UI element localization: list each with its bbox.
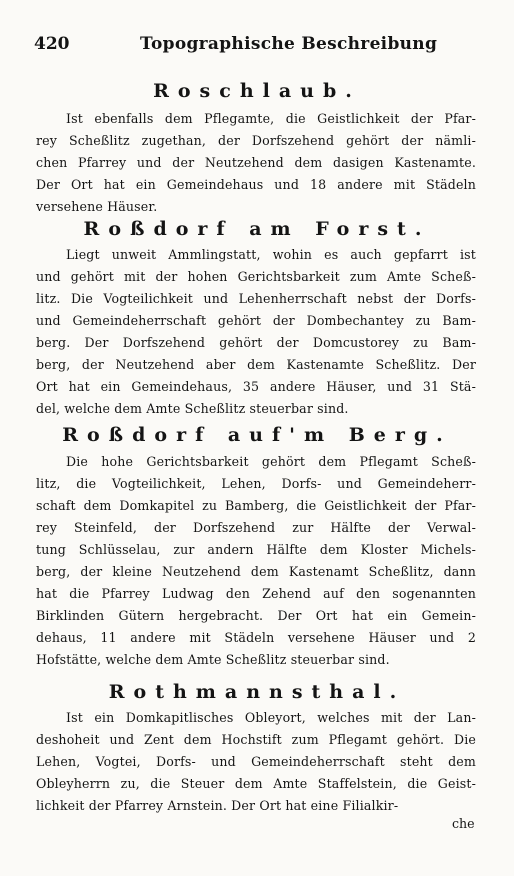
text-line: del, welche dem Amte Scheßlitz steuerbar sind.: [36, 401, 349, 416]
text-line: schaft dem Domkapitel zu Bamberg, die Geistlichkeit der Pfar-: [36, 498, 476, 513]
text-line: dehaus, 11 andere mit Städeln versehene Häuser und 2: [36, 630, 476, 645]
entry-title: Rothmannsthal.: [108, 681, 406, 703]
text-line: litz. Die Vogteilichkeit und Lehenherrschaft nebst der Dorfs-: [36, 291, 476, 306]
text-line: tung Schlüsselau, zur andern Hälfte dem Kloster Michels-: [36, 542, 476, 557]
text-line: Birklinden Gütern hergebracht. Der Ort hat ein Gemein-: [36, 608, 476, 623]
text-line: Hofstätte, welche dem Amte Scheßlitz steuerbar sind.: [36, 652, 390, 667]
text-line: Die hohe Gerichtsbarkeit gehört dem Pflegamt Scheß-: [66, 454, 476, 469]
text-line: rey Steinfeld, der Dorfszehend zur Hälfte der Verwal-: [36, 520, 476, 535]
catchword: che: [452, 816, 475, 831]
page-header: [34, 34, 474, 60]
running-head: Topographische Beschreibung: [140, 34, 438, 54]
text-line: rey Scheßlitz zugethan, der Dorfszehend gehört der nämli-: [36, 133, 476, 148]
text-line: Ist ein Domkapitlisches Obleyort, welches mit der Lan-: [66, 710, 476, 725]
text-line: berg, der Neutzehend aber dem Kastenamte Scheßlitz. Der: [36, 357, 476, 372]
text-line: und gehört mit der hohen Gerichtsbarkeit zum Amte Scheß-: [36, 269, 476, 284]
text-line: lichkeit der Pfarrey Arnstein. Der Ort hat eine Filialkir-: [36, 798, 399, 813]
text-line: Lehen, Vogtei, Dorfs- und Gemeindeherrschaft steht dem: [36, 754, 476, 769]
entry-title: Roßdorf auf'm Berg.: [62, 424, 452, 446]
entry-title: Roßdorf am Forst.: [83, 218, 431, 240]
text-line: Obleyherrn zu, die Steuer dem Amte Staffelstein, die Geist-: [36, 776, 476, 791]
text-line: berg, der kleine Neutzehend dem Kastenamt Scheßlitz, dann: [36, 564, 476, 579]
text-line: Ist ebenfalls dem Pflegamte, die Geistlichkeit der Pfar-: [66, 111, 476, 126]
text-line: chen Pfarrey und der Neutzehend dem dasigen Kastenamte.: [36, 155, 476, 170]
text-line: Der Ort hat ein Gemeindehaus und 18 andere mit Städeln: [36, 177, 476, 192]
text-line: und Gemeindeherrschaft gehört der Dombechantey zu Bam-: [36, 313, 476, 328]
text-line: hat die Pfarrey Ludwag den Zehend auf den sogenannten: [36, 586, 476, 601]
text-line: Ort hat ein Gemeindehaus, 35 andere Häuser, und 31 Stä-: [36, 379, 476, 394]
text-line: litz, die Vogteilichkeit, Lehen, Dorfs- und Gemeindeherr-: [36, 476, 476, 491]
page-number: 420: [34, 34, 70, 54]
text-line: berg. Der Dorfszehend gehört der Domcustorey zu Bam-: [36, 335, 476, 350]
text-line: versehene Häuser.: [36, 199, 158, 214]
text-line: Liegt unweit Ammlingstatt, wohin es auch gepfarrt ist: [66, 247, 476, 262]
entry-title: Roschlaub.: [153, 80, 361, 102]
text-line: deshoheit und Zent dem Hochstift zum Pflegamt gehört. Die: [36, 732, 476, 747]
